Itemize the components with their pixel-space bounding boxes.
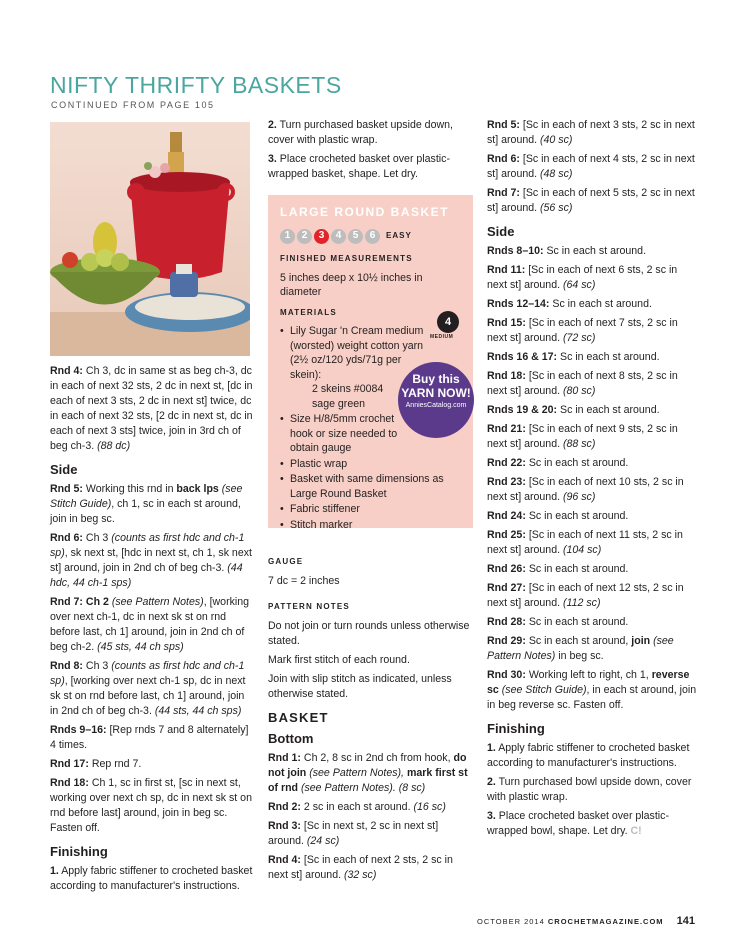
skill-dot: 6 [365, 229, 380, 244]
gauge-text: 7 dc = 2 inches [268, 575, 340, 587]
skill-dot: 2 [297, 229, 312, 244]
rnd-27-paragraph: Rnd 27: [Sc in each of next 12 sts, 2 sc in next st] around. (112 sc) [487, 582, 684, 609]
rnd-6-paragraph: Rnd 6: [Sc in each of next 4 sts, 2 sc in next st] around. (48 sc) [487, 153, 695, 180]
magazine-site: CROCHETMAGAZINE.COM [547, 917, 664, 926]
rnd-7-paragraph: Rnd 7: [Sc in each of next 5 sts, 2 sc in next st] around. (56 sc) [487, 187, 695, 214]
rnd-6-paragraph: Rnd 6: Ch 3 (counts as first hdc and ch-1 sp), sk next st, [hdc in next st, ch 1, sk next st] around, join in 2nd ch of beg ch-3. (44 hdc, 44 ch-1 sps) [50, 532, 252, 589]
buy-yarn-badge[interactable]: Buy this YARN NOW! AnniesCatalog.com [398, 362, 474, 438]
skill-dot-active: 3 [314, 229, 329, 244]
skill-dot: 1 [280, 229, 295, 244]
rnd-15-paragraph: Rnd 15: [Sc in each of next 7 sts, 2 sc in next st] around. (72 sc) [487, 317, 678, 344]
rnd-8-paragraph: Rnd 8: Ch 3 (counts as first hdc and ch-1 sp), [working over next ch-1 sp, dc in next sk st on rnd before last, ch 1] around, join in 2nd ch of beg ch-3. (44 sts, 44 ch sps) [50, 660, 246, 717]
rnds-19-20-paragraph: Rnds 19 & 20: Sc in each st around. [487, 404, 660, 416]
side-heading: Side [487, 224, 515, 239]
skill-dot: 5 [348, 229, 363, 244]
finishing-step-3: 3. Place crocheted basket over plastic-wrapped basket, shape. Let dry. [268, 153, 450, 180]
bottom-heading: Bottom [268, 731, 314, 746]
rnd-4-paragraph: Rnd 4: Ch 3, dc in same st as beg ch-3, dc in each of next 32 sts, 2 dc in next st, [dc in each of next 3 sts, 2 dc in next st] twice, dc in each of next 32 sts, [2 dc in next st, dc in each of next 3 sts] twice, join in 3rd ch of beg ch-3. (88 dc) [50, 365, 253, 452]
materials-item: • Size H/8/5mm crochet hook or size needed to obtain gauge [280, 412, 400, 456]
finishing-step-1: 1. Apply fabric stiffener to crocheted basket according to manufacturer's instructions. [487, 742, 690, 769]
column-2-top [268, 118, 473, 186]
finishing-heading: Finishing [487, 721, 545, 736]
materials-item: • Stitch marker [280, 518, 461, 533]
rnd-7-paragraph: Rnd 7: Ch 2 (see Pattern Notes), [working over next ch-1, dc in next sk st on rnd before last, ch 1] around, join in 2nd ch of beg ch-2. (45 sts, 44 ch sps) [50, 596, 250, 653]
basket-heading: BASKET [268, 710, 329, 725]
materials-item: • Lily Sugar 'n Cream medium (worsted) weight cotton yarn (2½ oz/120 yds/71g per skein): 2 skeins #0084 sage green [280, 324, 430, 411]
finishing-heading: Finishing [50, 844, 108, 859]
rnd-28-paragraph: Rnd 28: Sc in each st around. [487, 616, 629, 628]
yarn-weight-icon: 4 [437, 311, 459, 333]
rnd-22-paragraph: Rnd 22: Sc in each st around. [487, 457, 629, 469]
rnds-9-16-paragraph: Rnds 9–16: [Rep rnds 7 and 8 alternately] 4 times. [50, 724, 249, 751]
rnd-30-paragraph: Rnd 30: Working left to right, ch 1, reverse sc (see Stitch Guide), in each st around, join in beg reverse sc. Fasten off. [487, 669, 697, 711]
finishing-step-1: 1. Apply fabric stiffener to crocheted basket according to manufacturer's instructions. [50, 865, 253, 892]
materials-item: • Plastic wrap [280, 457, 461, 472]
finishing-step-3: 3. Place crocheted basket over plastic-wrapped bowl, shape. Let dry. C! [487, 810, 669, 837]
column-3 [487, 118, 697, 843]
rnd-5-paragraph: Rnd 5: Working this rnd in back lps (see Stitch Guide), ch 1, sc in each st around, join in beg sc. [50, 483, 243, 525]
skill-dot: 4 [331, 229, 346, 244]
pattern-notes-heading: PATTERN NOTES [268, 602, 350, 611]
page-footer [477, 915, 695, 927]
materials-item: • Basket with same dimensions as Large Round Basket [280, 472, 461, 501]
rnds-16-17-paragraph: Rnds 16 & 17: Sc in each st around. [487, 351, 660, 363]
gauge-heading: GAUGE [268, 557, 304, 566]
rnd-21-paragraph: Rnd 21: [Sc in each of next 9 sts, 2 sc in next st] around. (88 sc) [487, 423, 678, 450]
end-mark: C! [630, 825, 642, 837]
box-title: LARGE ROUND BASKET [268, 195, 473, 223]
rnds-8-10-paragraph: Rnds 8–10: Sc in each st around. [487, 245, 647, 257]
finished-measurements-text: 5 inches deep x 10½ inches in diameter [280, 271, 423, 298]
rnd-26-paragraph: Rnd 26: Sc in each st around. [487, 563, 629, 575]
materials-item: • Fabric stiffener [280, 502, 461, 517]
side-heading: Side [50, 462, 78, 477]
skill-label: EASY [386, 231, 412, 241]
bottom-rnd-2: Rnd 2: 2 sc in each st around. (16 sc) [268, 801, 446, 813]
column-2-lower [268, 544, 473, 887]
rnd-18-paragraph: Rnd 18: [Sc in each of next 8 sts, 2 sc in next st] around. (80 sc) [487, 370, 678, 397]
bottom-rnd-4: Rnd 4: [Sc in each of next 2 sts, 2 sc in next st] around. (32 sc) [268, 854, 453, 881]
article-title: NIFTY THRIFTY BASKETS [50, 72, 342, 98]
column-1 [50, 364, 253, 898]
finishing-step-2: 2. Turn purchased basket upside down, cover with plastic wrap. [268, 119, 453, 146]
pattern-note: Do not join or turn rounds unless otherwise stated. [268, 620, 470, 647]
basket-photo [50, 122, 250, 356]
skill-level [280, 229, 461, 244]
yarn-weight-label: MEDIUM [430, 334, 454, 340]
rnd-25-paragraph: Rnd 25: [Sc in each of next 11 sts, 2 sc in next st] around. (104 sc) [487, 529, 683, 556]
issue-date: OCTOBER 2014 [477, 917, 545, 926]
rnds-12-14-paragraph: Rnds 12–14: Sc in each st around. [487, 298, 652, 310]
finishing-step-2: 2. Turn purchased bowl upside down, cover with plastic wrap. [487, 776, 692, 803]
materials-heading: MATERIALS [280, 307, 337, 317]
pattern-info-box [268, 195, 473, 531]
rnd-29-paragraph: Rnd 29: Sc in each st around, join (see Pattern Notes) in beg sc. [487, 635, 674, 662]
rnd-5-paragraph: Rnd 5: [Sc in each of next 3 sts, 2 sc in next st] around. (40 sc) [487, 119, 695, 146]
rnd-18-paragraph: Rnd 18: Ch 1, sc in first st, [sc in next st, working over next ch sp, dc in next sk st on rnd before last] around, join in beg sc. Fasten off. [50, 777, 252, 834]
bottom-rnd-3: Rnd 3: [Sc in next st, 2 sc in next st] around. (24 sc) [268, 820, 439, 847]
pattern-note: Mark first stitch of each round. [268, 654, 410, 666]
finished-measurements-heading: FINISHED MEASUREMENTS [280, 254, 413, 263]
bottom-rnd-1: Rnd 1: Ch 2, 8 sc in 2nd ch from hook, do not join (see Pattern Notes), mark first st of rnd (see Pattern Notes). (8 sc) [268, 752, 468, 794]
page-number: 141 [676, 915, 695, 927]
rnd-11-paragraph: Rnd 11: [Sc in each of next 6 sts, 2 sc in next st] around. (64 sc) [487, 264, 678, 291]
pattern-note: Join with slip stitch as indicated, unless otherwise stated. [268, 673, 452, 700]
continued-note: CONTINUED FROM PAGE 105 [51, 100, 215, 110]
rnd-23-paragraph: Rnd 23: [Sc in each of next 10 sts, 2 sc in next st] around. (96 sc) [487, 476, 684, 503]
rnd-17-paragraph: Rnd 17: Rep rnd 7. [50, 758, 142, 770]
rnd-24-paragraph: Rnd 24: Sc in each st around. [487, 510, 629, 522]
